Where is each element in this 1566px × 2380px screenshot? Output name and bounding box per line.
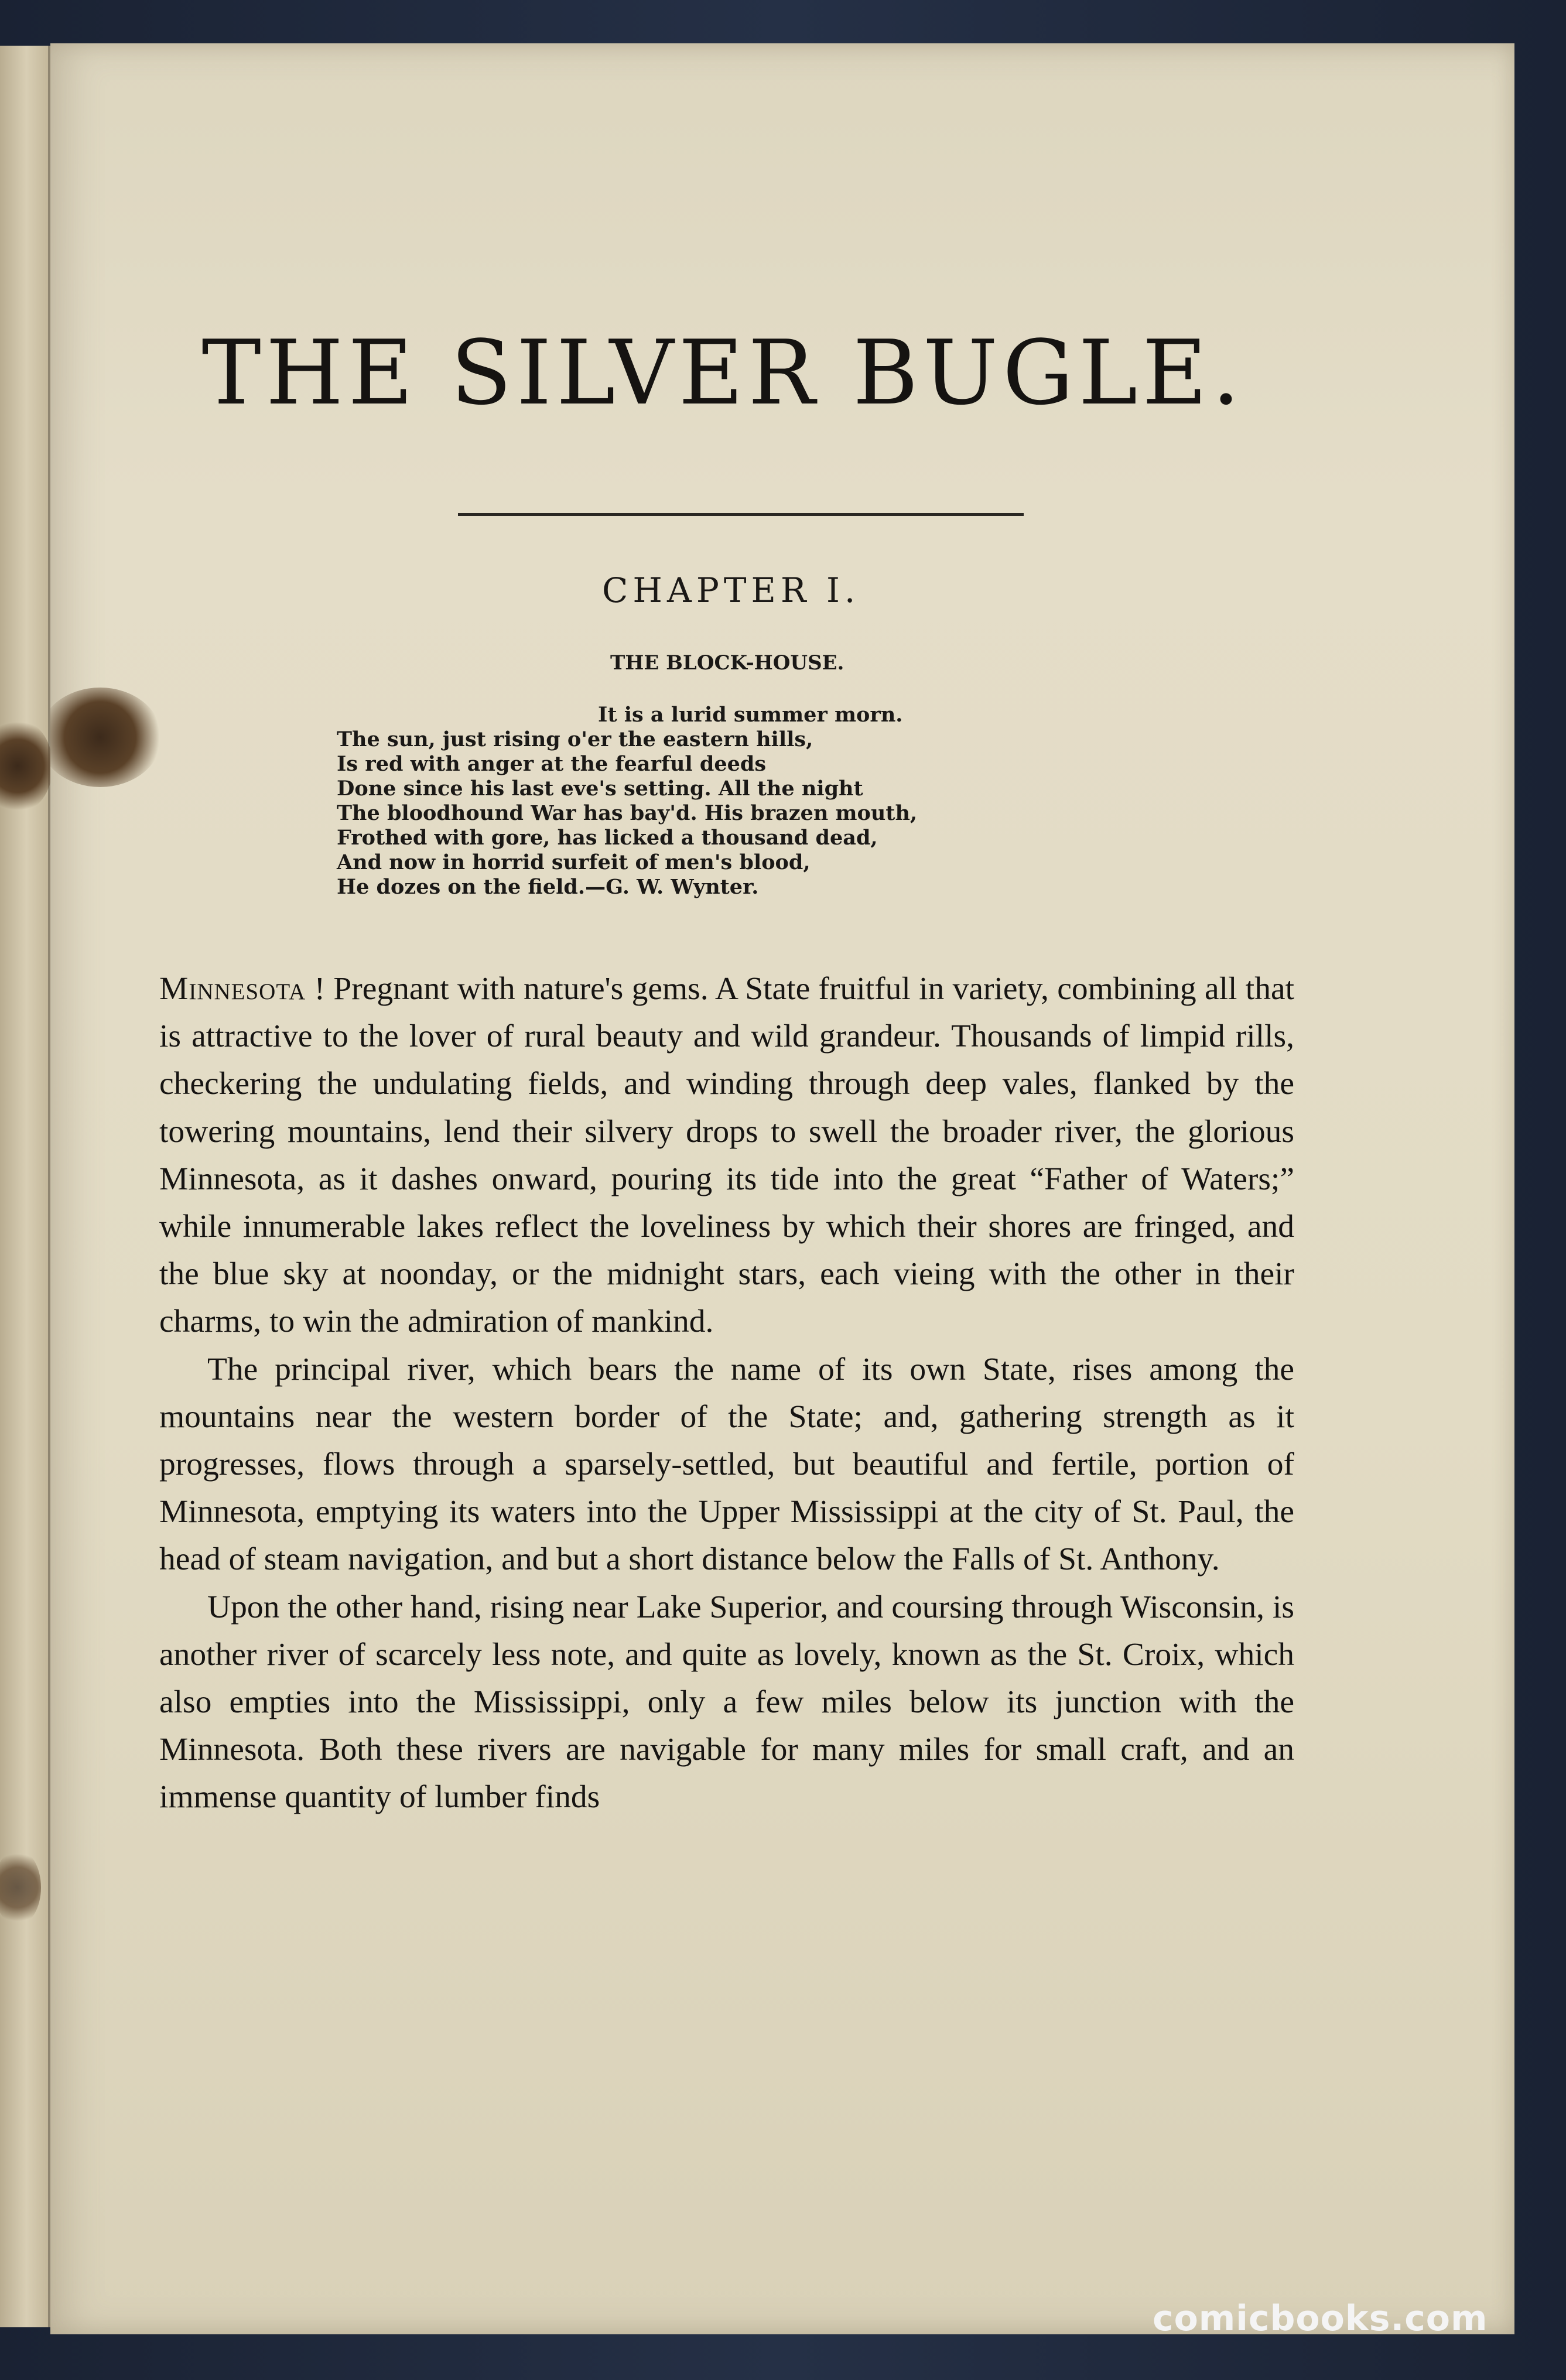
poem-line: The bloodhound War has bay'd. His brazen mouth, — [337, 801, 918, 825]
drop-word: Minnesota — [159, 971, 306, 1007]
ink-stain — [50, 688, 162, 787]
chapter-heading: CHAPTER I. — [602, 570, 860, 610]
paragraph — [159, 965, 1294, 1346]
paragraph: Upon the other hand, rising near Lake Superior, and coursing through Wisconsin, is another river of scarcely less note, and quite as lovely, known as the St. Croix, which also empties into the Mississippi, only a few miles below its junction with the Minnesota. Both these rivers are navigable for many miles for small craft, and an immense quantity of lumber finds — [159, 1589, 1294, 1815]
poem-line: He dozes on the field.—G. W. Wynter. — [337, 875, 759, 899]
site-watermark: comicbooks.com — [1153, 2298, 1488, 2339]
epigraph-poem — [337, 703, 1157, 900]
left-page-edge — [0, 46, 50, 2327]
paragraph: The principal river, which bears the name of its own State, rises among the mountains near the western border of the State; and, gathering strength as it progresses, flows through a sparsely-settled, but beautiful and fertile, portion of Minnesota, emptying its waters into the Upper Mississippi at the city of St. Paul, the head of steam navigation, and but a short distance below the Falls of St. Anthony. — [159, 1351, 1294, 1578]
poem-line: Is red with anger at the fearful deeds — [337, 752, 767, 776]
ink-stain — [0, 1849, 41, 1926]
poem-line: And now in horrid surfeit of men's blood, — [337, 850, 811, 874]
paragraph-text: ! Pregnant with nature's gems. A State fruitful in variety, combining all that is attractive to the lover of rural beauty and wild grandeur. Thousands of limpid rills, checkering the undulating fields, and winding through deep vales, flanked by the towering mountains, lend their silvery drops to swell the broader river, the glorious Minnesota, as it dashes onward, pouring its tide into the great “Father of Waters;” while innumerable lakes reflect the loveliness by which their shores are fringed, and the blue sky at noonday, or the midnight stars, each vieing with the other in their charms, to win the admiration of mankind. — [159, 971, 1295, 1340]
ink-stain — [0, 719, 53, 813]
poem-line: It is a lurid summer morn. — [598, 703, 903, 727]
book-title: THE SILVER BUGLE. — [201, 321, 1245, 425]
poem-line: Frothed with gore, has licked a thousand dead, — [337, 826, 878, 850]
section-heading: THE BLOCK-HOUSE. — [610, 651, 844, 675]
body-text — [159, 965, 1294, 1821]
poem-line: The sun, just rising o'er the eastern hills, — [337, 727, 813, 751]
poem-line: Done since his last eve's setting. All the night — [337, 777, 863, 801]
title-rule — [458, 513, 1024, 516]
